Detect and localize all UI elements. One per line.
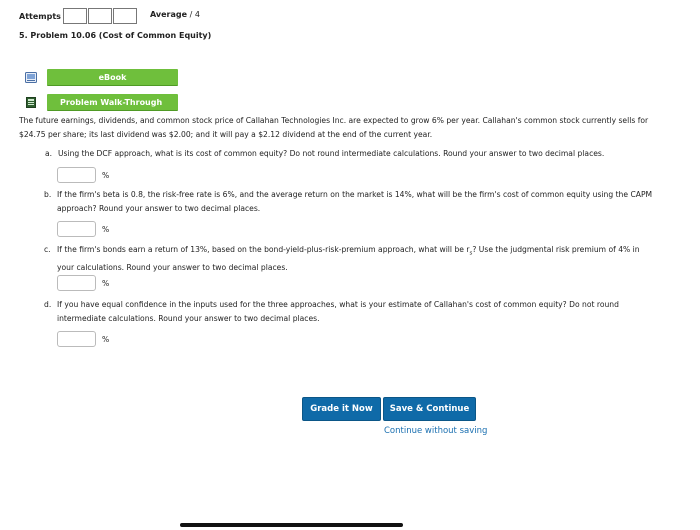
save-continue-button[interactable]: Save & Continue [383, 397, 476, 421]
walkthrough-row [25, 94, 178, 111]
average-score [150, 10, 200, 19]
video-icon [25, 97, 37, 108]
home-indicator[interactable] [180, 523, 403, 527]
question-text [44, 243, 684, 261]
question-text: your calculations. Round your answer to two decimal places. [57, 262, 288, 272]
question-text: approach? Round your answer to two decimal places. [57, 204, 261, 213]
average-value: / 4 [189, 10, 200, 19]
attempt-box [88, 8, 112, 24]
subscript: s [469, 250, 473, 257]
question-b [44, 188, 684, 216]
answer-input[interactable] [57, 331, 96, 347]
answer-input[interactable] [57, 167, 96, 183]
question-letter: a. [45, 149, 53, 158]
percent-unit: % [102, 334, 110, 344]
question-text: If the firm's beta is 0.8, the risk-free rate is 6%, and the average return on the market is 14%, what will be the firm's cost of common equity using the CAPM [57, 190, 653, 199]
attempts-label: Attempts [19, 11, 61, 21]
statement-line: The future earnings, dividends, and common stock price of Callahan Technologies Inc. are expected to grow 6% per year. Callahan's common stock currently sells for [19, 116, 649, 125]
question-text-part: ? Use the judgmental risk premium of 4% in [472, 245, 640, 254]
question-text: Using the DCF approach, what is its cost of common equity? Do not round intermediate calculations. Round your answer to two decimal places. [58, 149, 605, 158]
answer-d [57, 331, 109, 347]
problem-statement [19, 114, 679, 142]
question-letter: b. [44, 190, 52, 199]
question-letter: c. [44, 245, 51, 254]
attempt-box [113, 8, 137, 24]
question-text: If you have equal confidence in the inputs used for the three approaches, what is your estimate of Callahan's cost of common equity? Do not round [57, 300, 619, 309]
problem-title: 5. Problem 10.06 (Cost of Common Equity) [19, 31, 212, 40]
walkthrough-button[interactable]: Problem Walk-Through [47, 94, 178, 111]
percent-unit: % [102, 278, 110, 288]
ebook-icon [25, 72, 37, 83]
statement-line: $24.75 per share; its last dividend was $2.00; and it will pay a $2.12 dividend at the end of the current year. [19, 130, 433, 139]
question-a [45, 147, 685, 161]
percent-unit: % [102, 170, 110, 180]
question-text-part: If the firm's bonds earn a return of 13%, based on the bond-yield-plus-risk-premium approach, what will be r [57, 245, 470, 254]
answer-a [57, 167, 109, 183]
attempt-box [63, 8, 87, 24]
question-d [44, 298, 684, 326]
answer-c [57, 275, 109, 291]
percent-unit: % [102, 224, 110, 234]
question-c [44, 243, 684, 275]
answer-input[interactable] [57, 275, 96, 291]
grade-it-now-button[interactable]: Grade it Now [302, 397, 381, 421]
ebook-row [25, 69, 178, 86]
question-text: intermediate calculations. Round your answer to two decimal places. [57, 314, 320, 323]
attempts-row [19, 8, 138, 24]
ebook-button[interactable]: eBook [47, 69, 178, 86]
answer-b [57, 221, 109, 237]
average-label: Average [150, 10, 188, 19]
continue-without-saving-link[interactable]: Continue without saving [384, 426, 488, 436]
question-letter: d. [44, 300, 52, 309]
answer-input[interactable] [57, 221, 96, 237]
